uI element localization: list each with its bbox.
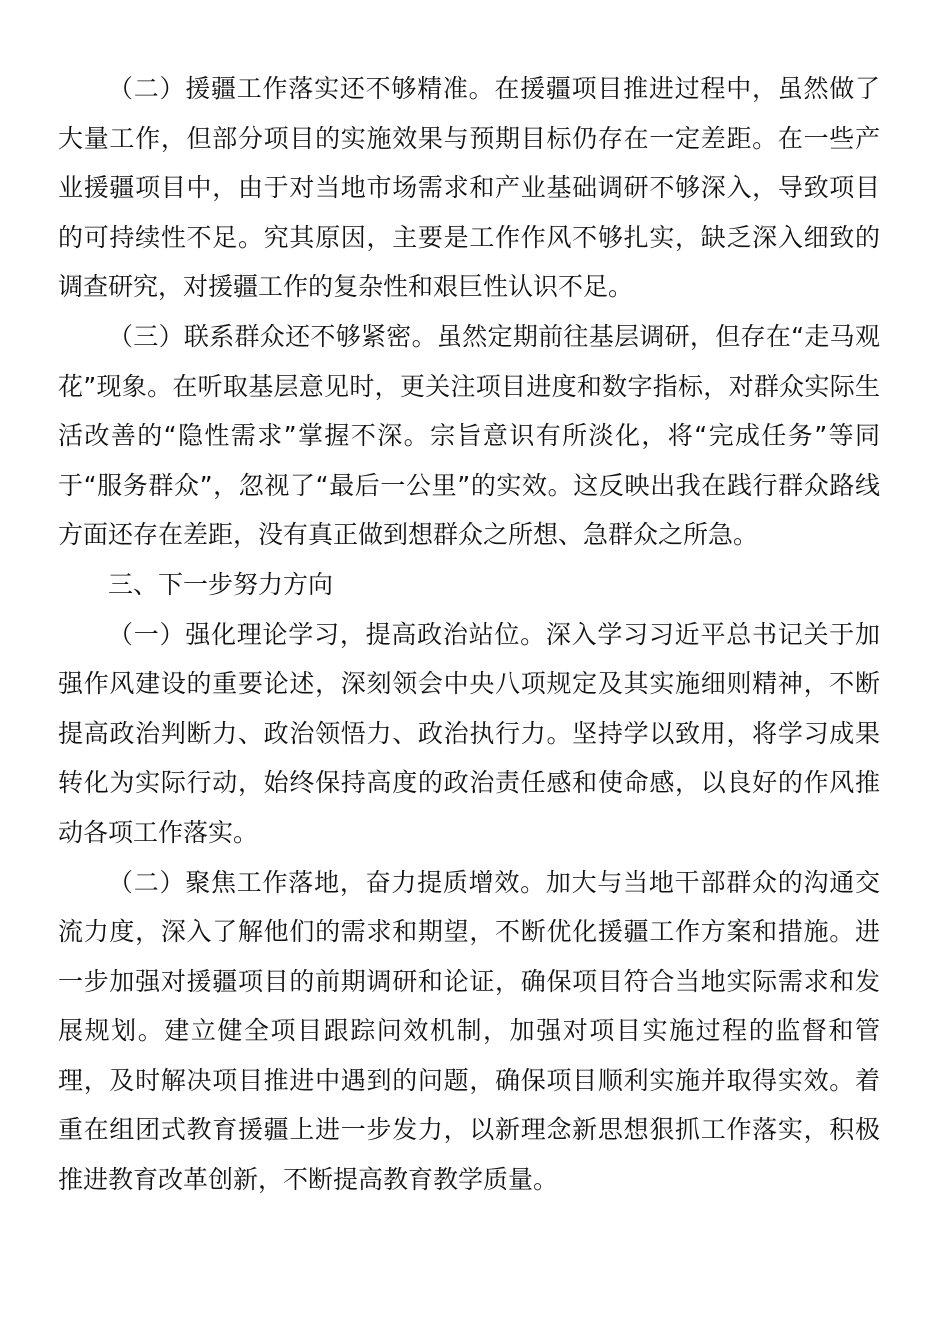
document-body xyxy=(58,64,880,1205)
paragraph-work-implementation: （二）聚焦工作落地，奋力提质增效。加大与当地干部群众的沟通交流力度，深入了解他们的需求和期望，不断优化援疆工作方案和措施。进一步加强对援疆项目的前期调研和论证，确保项目符合当地实际需求和发展规划。建立健全项目跟踪问效机制，加强对项目实施过程的监督和管理，及时解决项目推进中遇到的问题，确保项目顺利实施并取得实效。着重在组团式教育援疆上进一步发力，以新理念新思想狠抓工作落实，积极推进教育改革创新，不断提高教育教学质量。 xyxy=(58,867,880,1195)
paragraph-assist-xinjiang-precision: （二）援疆工作落实还不够精准。在援疆项目推进过程中，虽然做了大量工作，但部分项目的实施效果与预期目标仍存在一定差距。在一些产业援疆项目中，由于对当地市场需求和产业基础调研不够深入，导致项目的可持续性不足。究其原因，主要是工作作风不够扎实，缺乏深入细致的调查研究，对援疆工作的复杂性和艰巨性认识不足。 xyxy=(58,74,880,302)
paragraph-theory-study: （一）强化理论学习，提高政治站位。深入学习习近平总书记关于加强作风建设的重要论述，深刻领会中央八项规定及其实施细则精神，不断提高政治判断力、政治领悟力、政治执行力。坚持学以致用，将学习成果转化为实际行动，始终保持高度的政治责任感和使命感，以良好的作风推动各项工作落实。 xyxy=(58,619,880,847)
section-heading-next-steps: 三、下一步努力方向 xyxy=(108,569,334,599)
paragraph-contact-masses: （三）联系群众还不够紧密。虽然定期前往基层调研，但存在“走马观花”现象。在听取基层意见时，更关注项目进度和数字指标，对群众实际生活改善的“隐性需求”掌握不深。宗旨意识有所淡化，将“完成任务”等同于“服务群众”，忽视了“最后一公里”的实效。这反映出我在践行群众路线方面还存在差距，没有真正做到想群众之所想、急群众之所急。 xyxy=(58,321,880,550)
